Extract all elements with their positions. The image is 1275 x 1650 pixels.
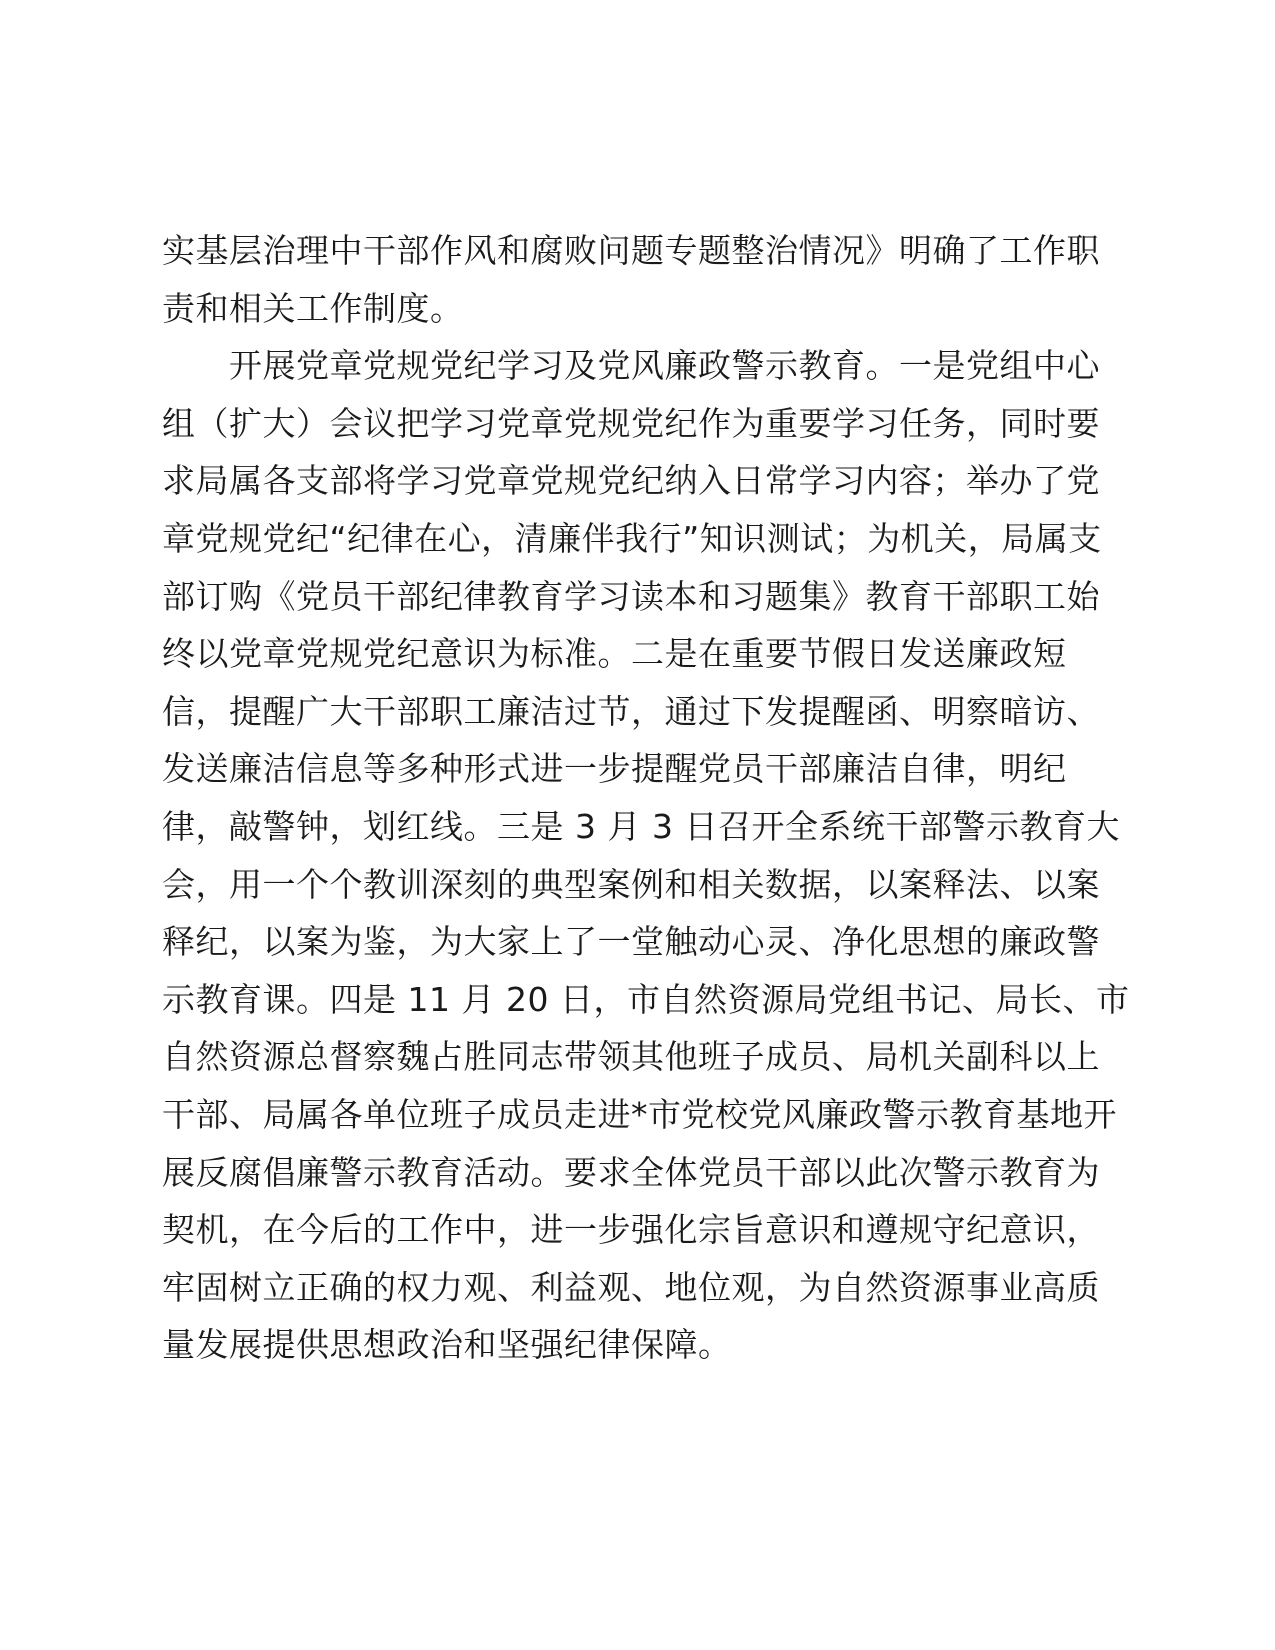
text-line: 会，用一个个教训深刻的典型案例和相关数据，以案释法、以案	[162, 864, 1100, 904]
text-line: 部订购《党员干部纪律教育学习读本和习题集》教育干部职工始	[162, 576, 1100, 616]
text-line: 组（扩大）会议把学习党章党规党纪作为重要学习任务，同时要	[162, 403, 1100, 443]
text-line: 章党规党纪“纪律在心，清廉伴我行”知识测试；为机关，局属支	[162, 518, 1102, 558]
text-line: 律，敲警钟，划红线。三是 3 月 3 日召开全系统干部警示教育大	[162, 806, 1120, 846]
text-line: 展反腐倡廉警示教育活动。要求全体党员干部以此次警示教育为	[162, 1152, 1100, 1192]
text-line: 契机，在今后的工作中，进一步强化宗旨意识和遵规守纪意识，	[162, 1210, 1100, 1250]
body-text	[162, 222, 1130, 1374]
text-line: 牢固树立正确的权力观、利益观、地位观，为自然资源事业高质	[162, 1267, 1100, 1307]
text-line: 求局属各支部将学习党章党规党纪纳入日常学习内容；举办了党	[162, 461, 1100, 501]
text-line: 干部、局属各单位班子成员走进*市党校党风廉政警示教育基地开	[162, 1094, 1117, 1134]
text-line: 实基层治理中干部作风和腐败问题专题整治情况》明确了工作职	[162, 231, 1100, 270]
text-line: 自然资源总督察魏占胜同志带领其他班子成员、局机关副科以上	[162, 1037, 1100, 1077]
text-line: 终以党章党规党纪意识为标准。二是在重要节假日发送廉政短	[162, 634, 1067, 674]
text-line: 信，提醒广大干部职工廉洁过节，通过下发提醒函、明察暗访、	[162, 691, 1100, 731]
text-line: 发送廉洁信息等多种形式进一步提醒党员干部廉洁自律，明纪	[162, 749, 1067, 789]
text-line: 量发展提供思想政治和坚强纪律保障。	[162, 1325, 732, 1365]
text-line: 示教育课。四是 11 月 20 日，市自然资源局党组书记、局长、市	[162, 979, 1130, 1019]
text-line: 责和相关工作制度。	[162, 288, 464, 328]
text-line: 释纪，以案为鉴，为大家上了一堂触动心灵、净化思想的廉政警	[162, 922, 1100, 962]
text-line: 开展党章党规党纪学习及党风廉政警示教育。一是党组中心	[162, 346, 1100, 386]
